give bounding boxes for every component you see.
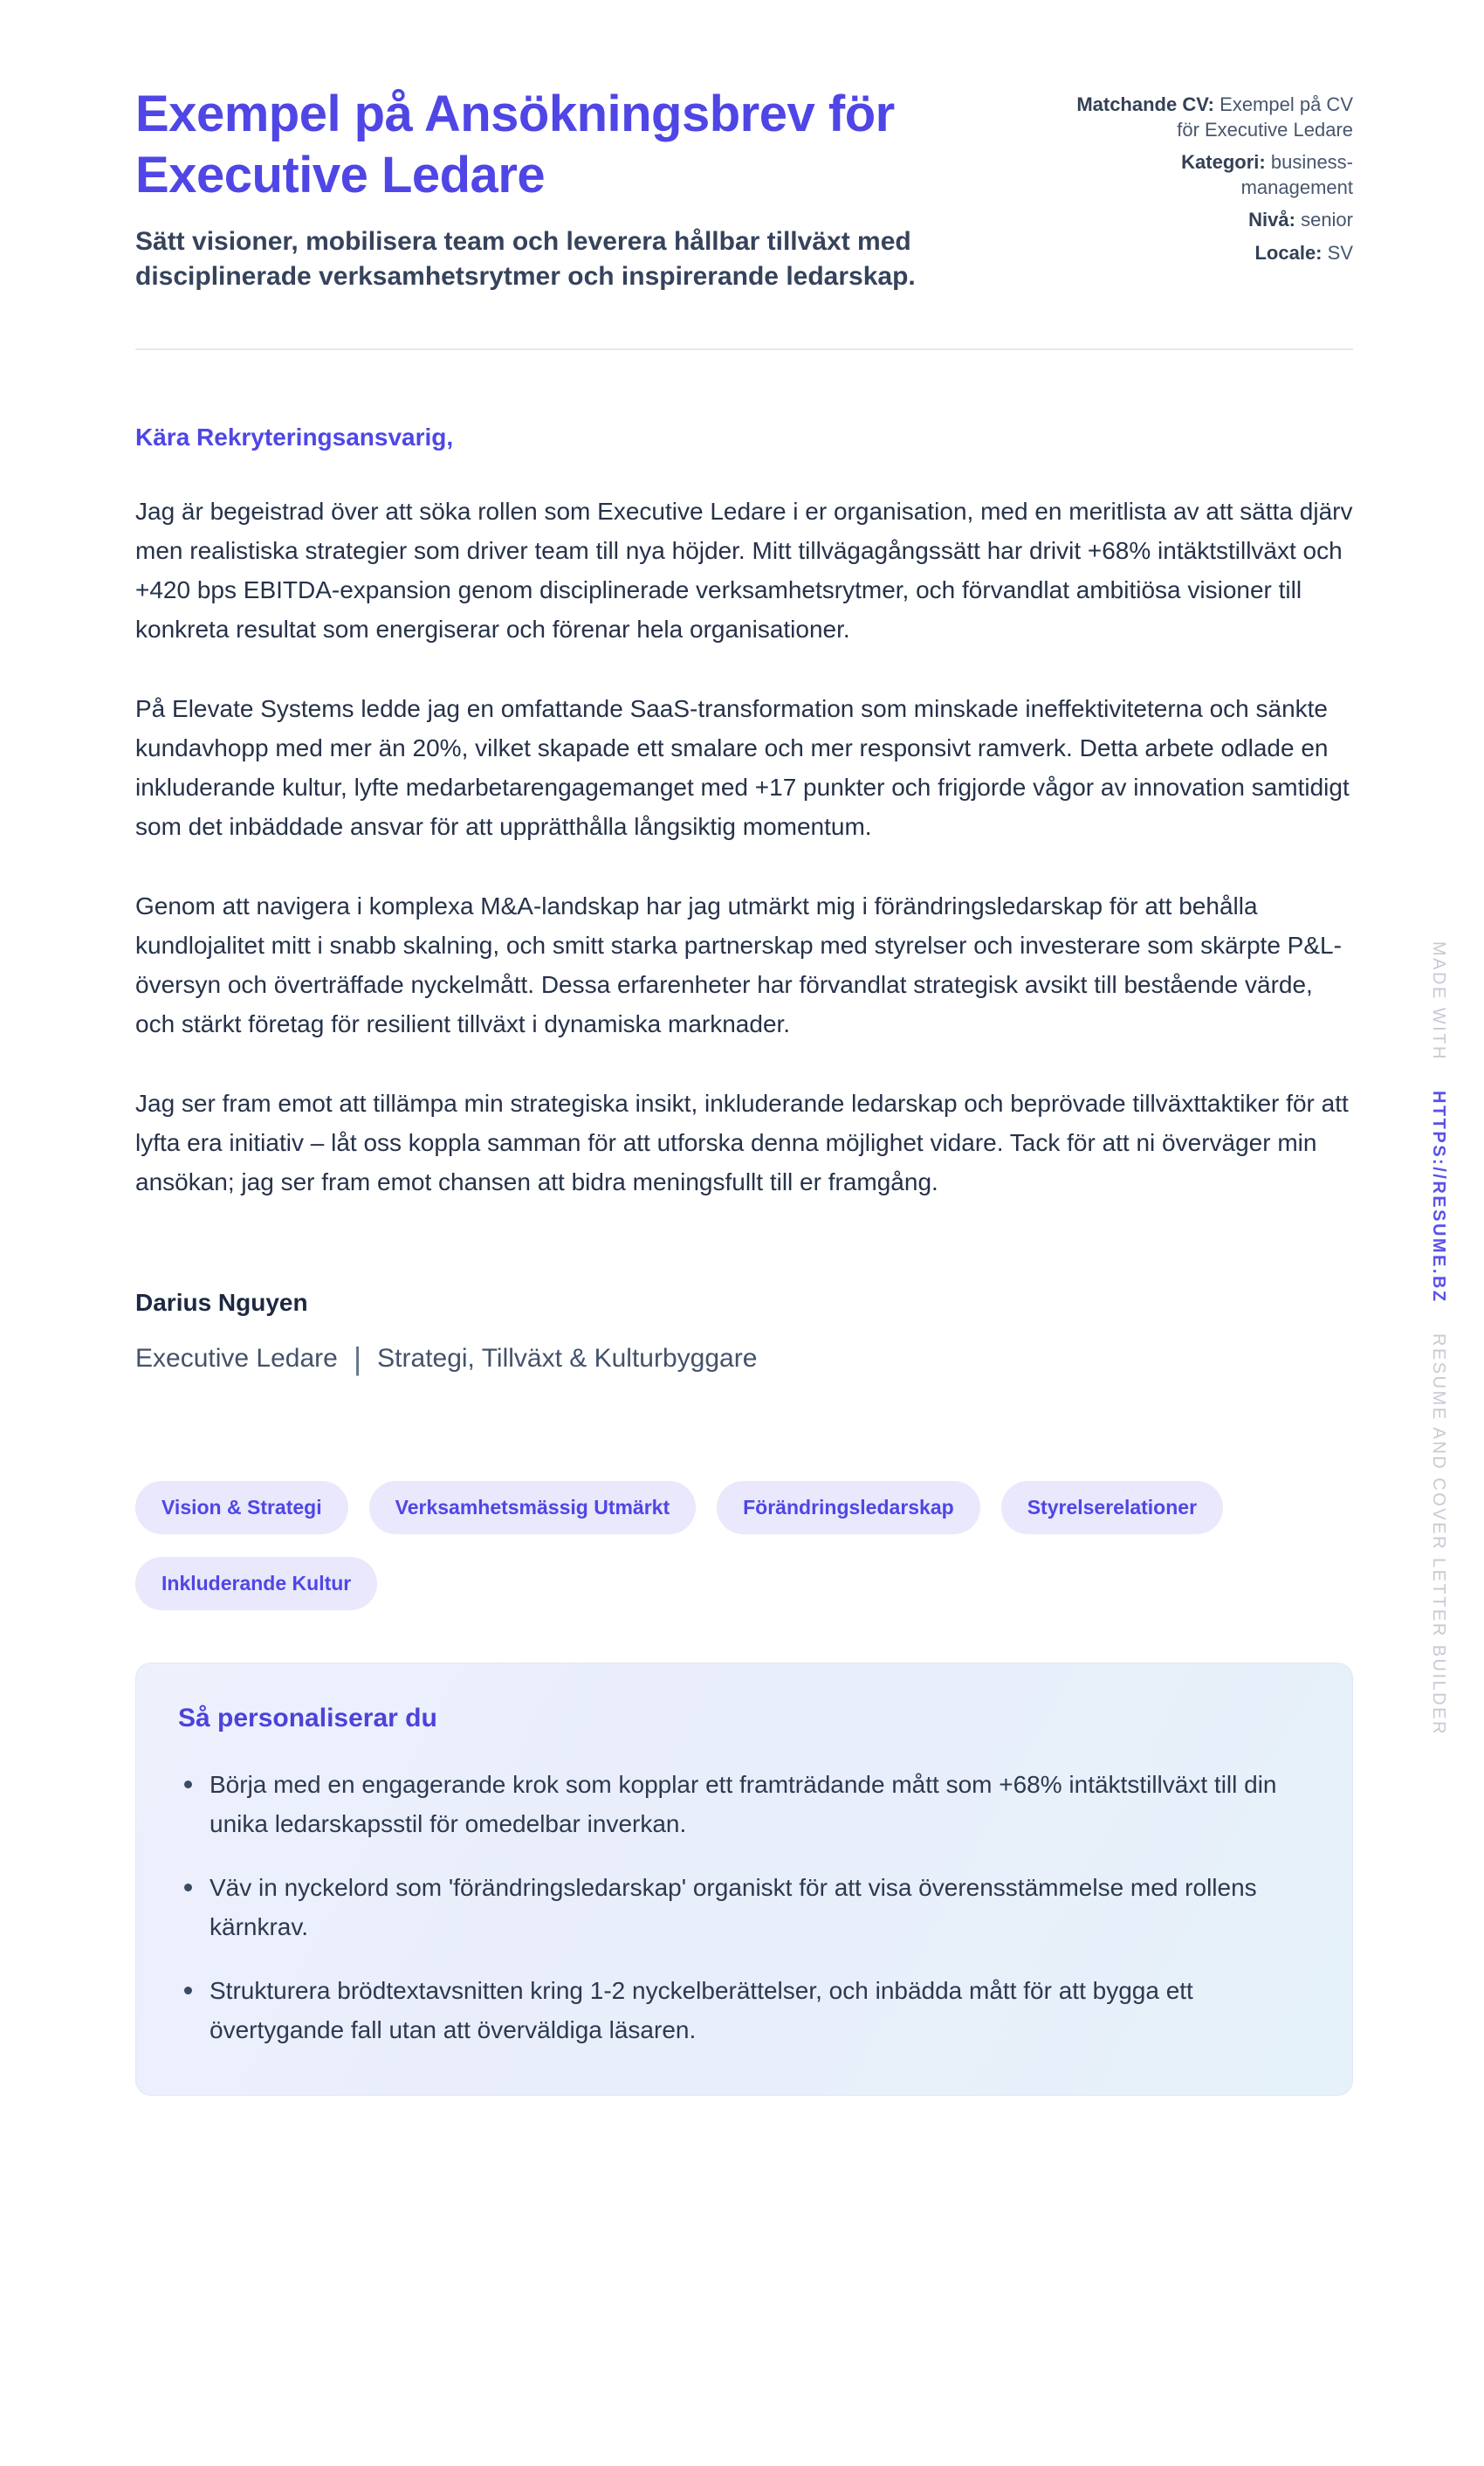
letter-greeting: Kära Rekryteringsansvarig, — [135, 423, 454, 451]
page-subtitle: Sätt visioner, mobilisera team och leverera hållbar tillväxt med disciplinerade verksamhetsrytmer och inspirerande ledarskap. — [135, 227, 916, 292]
meta-value: senior — [1301, 209, 1353, 231]
made-with-watermark — [1430, 941, 1447, 1736]
tips-heading: Så personaliserar du — [178, 1703, 437, 1732]
letter-paragraph: Jag ser fram emot att tillämpa min strategiska insikt, inkluderande ledarskap och beprövade tillväxttaktiker för att lyfta era initiativ – låt oss koppla samman för att utforska denna möjlighet vidare. Tack för att ni överväger min ansökan; jag ser fram emot chansen att bidra meningsfullt till er framgång. — [135, 1089, 1349, 1195]
letter-paragraph: Genom att navigera i komplexa M&A-landskap har jag utmärkt mig i förändringsledarskap för att behålla kundlojalitet mitt i snabb skalning, och smitt starka partnerskap med styrelser och investerare som skärpte P&L-översyn och överträffade nyckelmått. Dessa erfarenheter har förvandlat strategisk avsikt till bestående värde, och stärkt företag för resilient tillväxt i dynamiska marknader. — [135, 892, 1342, 1037]
signature-role-line — [135, 1340, 1353, 1376]
tag-pill: Inkluderande Kultur — [135, 1557, 377, 1610]
tip-item: Väv in nyckelord som 'förändringsledarskap' organiskt för att visa överensstämmelse med rollens kärnkrav. — [178, 1868, 1309, 1946]
page-title: Exempel på Ansökningsbrev för Executive Ledare — [135, 86, 895, 203]
meta-value: Exempel på CV för Executive Ledare — [1177, 93, 1353, 141]
meta-locale — [1075, 241, 1353, 266]
signature-name: Darius Nguyen — [135, 1288, 308, 1316]
meta-level — [1075, 208, 1353, 233]
personalization-tips-card — [135, 1663, 1353, 2096]
page-header — [135, 84, 1353, 294]
meta-label: Nivå: — [1248, 209, 1295, 231]
signature-tagline: Strategi, Tillväxt & Kulturbyggare — [377, 1343, 758, 1373]
meta-value: SV — [1327, 241, 1353, 264]
tips-list — [178, 1765, 1309, 2049]
meta-panel — [1075, 84, 1353, 294]
tag-pill: Vision & Strategi — [135, 1481, 348, 1534]
signature-role: Executive Ledare — [135, 1343, 338, 1373]
resume-bz-link[interactable]: HTTPS://RESUME.BZ — [1429, 1091, 1448, 1304]
meta-value: business-management — [1240, 151, 1353, 198]
meta-category — [1075, 150, 1353, 200]
watermark-suffix: RESUME AND COVER LETTER BUILDER — [1429, 1333, 1448, 1736]
tag-pill: Styrelserelationer — [1001, 1481, 1223, 1534]
meta-label: Locale: — [1254, 241, 1323, 264]
meta-matching-cv — [1075, 93, 1353, 142]
tag-pill: Förändringsledarskap — [717, 1481, 980, 1534]
header-titles — [135, 84, 1017, 294]
meta-label: Matchande CV: — [1076, 93, 1215, 115]
tip-item: Börja med en engagerande krok som kopplar ett framträdande mått som +68% intäktstillväxt till din unika ledarskapsstil för omedelbar inverkan. — [178, 1765, 1309, 1843]
role-separator: | — [353, 1340, 362, 1376]
letter-body — [135, 424, 1353, 1374]
header-divider — [135, 348, 1353, 350]
watermark-prefix: MADE WITH — [1429, 941, 1448, 1061]
meta-label: Kategori: — [1181, 151, 1266, 174]
tag-pill: Verksamhetsmässig Utmärkt — [369, 1481, 697, 1534]
letter-paragraph: Jag är begeistrad över att söka rollen som Executive Ledare i er organisation, med en meritlista av att sätta djärv men realistiska strategier som driver team till nya höjder. Mitt tillvägagångssätt har drivit +68% intäktstillväxt och +420 bps EBITDA-expansion genom disciplinerade verksamhetsrytmer, och förvandlat ambitiösa visioner till konkreta resultat som energiserar och förenar hela organisationer. — [135, 497, 1353, 643]
tip-item: Strukturera brödtextavsnitten kring 1-2 nyckelberättelser, och inbädda mått för att bygga ett övertygande fall utan att överväldiga läsaren. — [178, 1971, 1309, 2049]
letter-paragraph: På Elevate Systems ledde jag en omfattande SaaS-transformation som minskade ineffektiviteterna och sänkte kundavhopp med mer än 20%, vilket skapade ett smalare och mer responsivt ramverk. Detta arbete odlade en inkluderande kultur, lyfte medarbetarengagemanget med +17 punkter och frigjorde vågor av innovation samtidigt som det inbäddade ansvar för att upprätthålla långsiktig momentum. — [135, 694, 1350, 840]
skill-tags — [135, 1481, 1353, 1610]
